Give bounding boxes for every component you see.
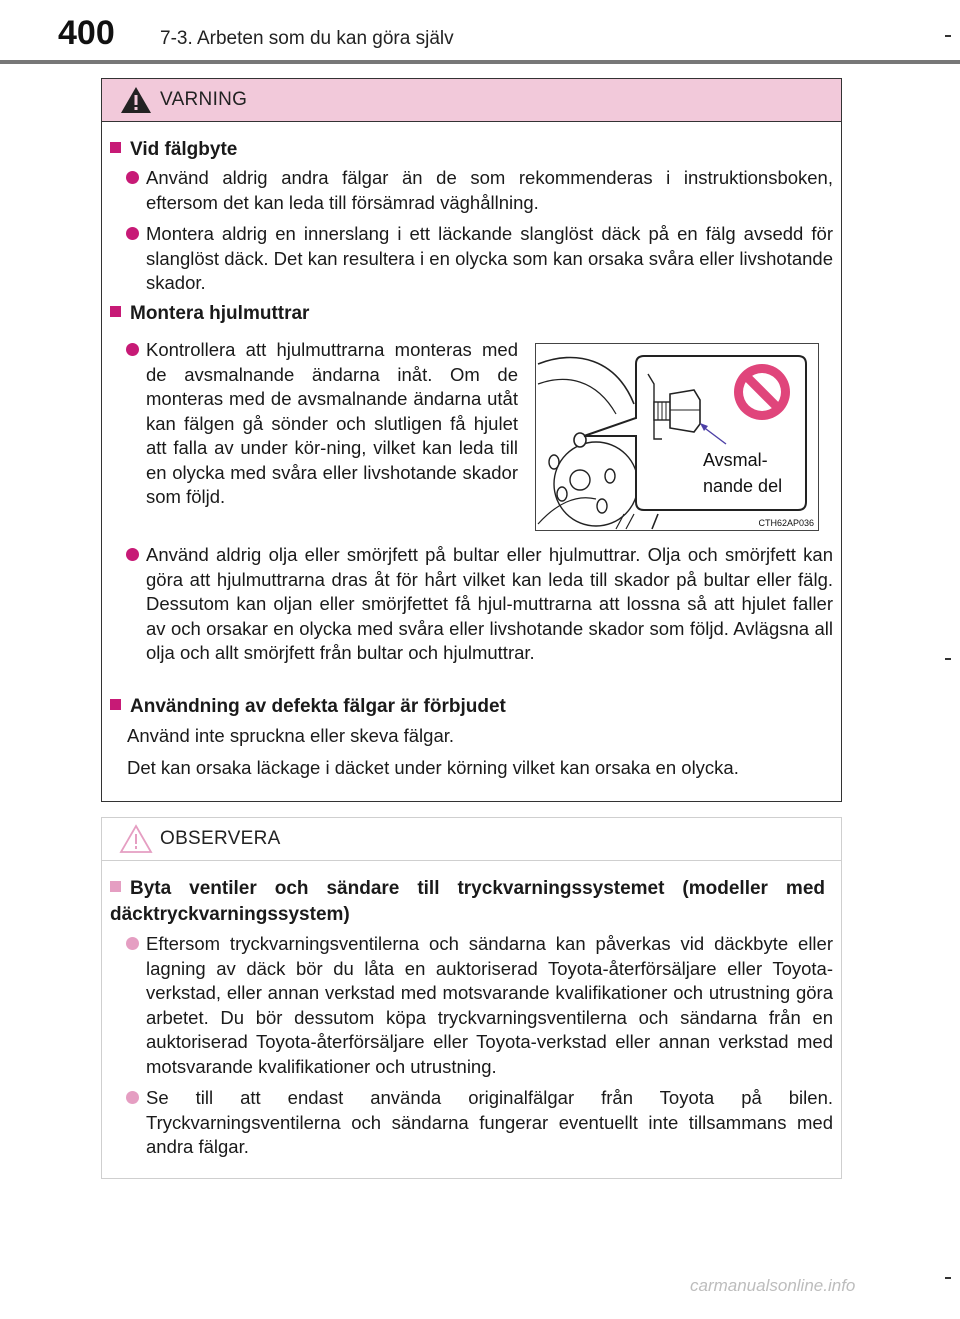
list-item: Använd aldrig andra fälgar än de som rekommenderas i instruktionsboken, eftersom det kan leda till försämrad väghållning. [126,166,833,215]
warning-triangle-icon [119,85,153,115]
note-header [102,818,841,861]
warning-title: VARNING [160,89,248,110]
section-heading: Vid fälgbyte [110,137,237,163]
section-title: 7-3. Arbeten som du kan göra själv [160,28,454,49]
list-item: Eftersom tryckvarningsventilerna och sändarna kan påverkas vid däckbyte eller lagning av däck bör du låta en auktoriserad Toyota-återförsäljare eller Toyota-verkstad, eller annan verkstad med motsvarande kvalifikationer och utrustning göra arbetet. Du bör dessutom köpa tryckvarningsventilerna och sändarna från en auktoriserad Toyota-återförsäljare eller Toyota-verkstad eller annan verkstad med motsvarande kvalifikationer och utrustning. [126,932,833,1079]
page-header [0,0,960,64]
bullet-dot-icon [126,171,139,184]
watermark: carmanualsonline.info [690,1276,856,1295]
section-heading: Byta ventiler och sändare till tryckvarningssystemet (modeller med däcktryckvarningssystem) [110,878,825,925]
bullet-dot-icon [126,227,139,240]
warning-header [102,79,841,122]
warning-box [101,78,842,802]
bullet-dot-icon [126,1091,139,1104]
wheel-nut-illustration [535,343,819,531]
crop-mark [945,1277,951,1279]
list-item: Montera aldrig en innerslang i ett läckande slanglöst däck på en fälg avsedd för slanglöst däck. Det kan resultera i en olycka som kan orsaka svåra eller livshotande skador. [126,222,833,296]
list-item: Kontrollera att hjulmuttrarna monteras med de avsmalnande ändarna inåt. Om de monteras med de avsmalnande ändarna utåt kan fälgen gå sönder och slutligen få hjulet att falla av under kör-ning, vilket kan leda till en olycka med svåra eller livshotande skador som följd. [126,338,518,510]
paragraph: Det kan orsaka läckage i däcket under körning vilket kan orsaka en olycka. [127,757,739,778]
bullet-dot-icon [126,548,139,561]
section-heading: Montera hjulmuttrar [110,301,309,327]
square-bullet-icon [110,306,121,317]
header-rule [0,60,960,64]
wheel-hub-drawing [536,344,818,530]
note-box [101,817,842,1179]
list-item: Se till att endast använda originalfälgar från Toyota på bilen. Tryckvarningsventilerna och sändarna fungerar eventuellt inte tillsammans med andra fälgar. [126,1086,833,1160]
crop-mark [945,658,951,660]
section-heading: Användning av defekta fälgar är förbjudet [110,694,506,720]
bullet-dot-icon [126,937,139,950]
note-title: OBSERVERA [160,828,281,849]
bullet-dot-icon [126,343,139,356]
callout-label: Avsmal- [703,450,768,470]
page-number: 400 [58,14,115,52]
figure-code: CTH62AP036 [758,518,814,528]
paragraph: Använd inte spruckna eller skeva fälgar. [127,725,455,746]
list-item: Använd aldrig olja eller smörjfett på bultar eller hjulmuttrar. Olja och smörjfett kan göra att hjulmuttrarna dras åt för hårt vilket kan leda till skador på bultar eller fälg. Dessutom kan oljan eller smörjfettet få hjul-muttrarna att lossna så att hjulet faller av och orsakar en olycka med svåra eller livshotande skador som följd. Avlägsna all olja och allt smörjfett från bultar och hjulmuttrar. [126,543,833,666]
square-bullet-icon [110,142,121,153]
crop-mark [945,35,951,37]
square-bullet-icon [110,699,121,710]
caution-triangle-icon [119,824,153,854]
callout-label: nande del [703,476,783,496]
square-bullet-icon [110,881,121,892]
